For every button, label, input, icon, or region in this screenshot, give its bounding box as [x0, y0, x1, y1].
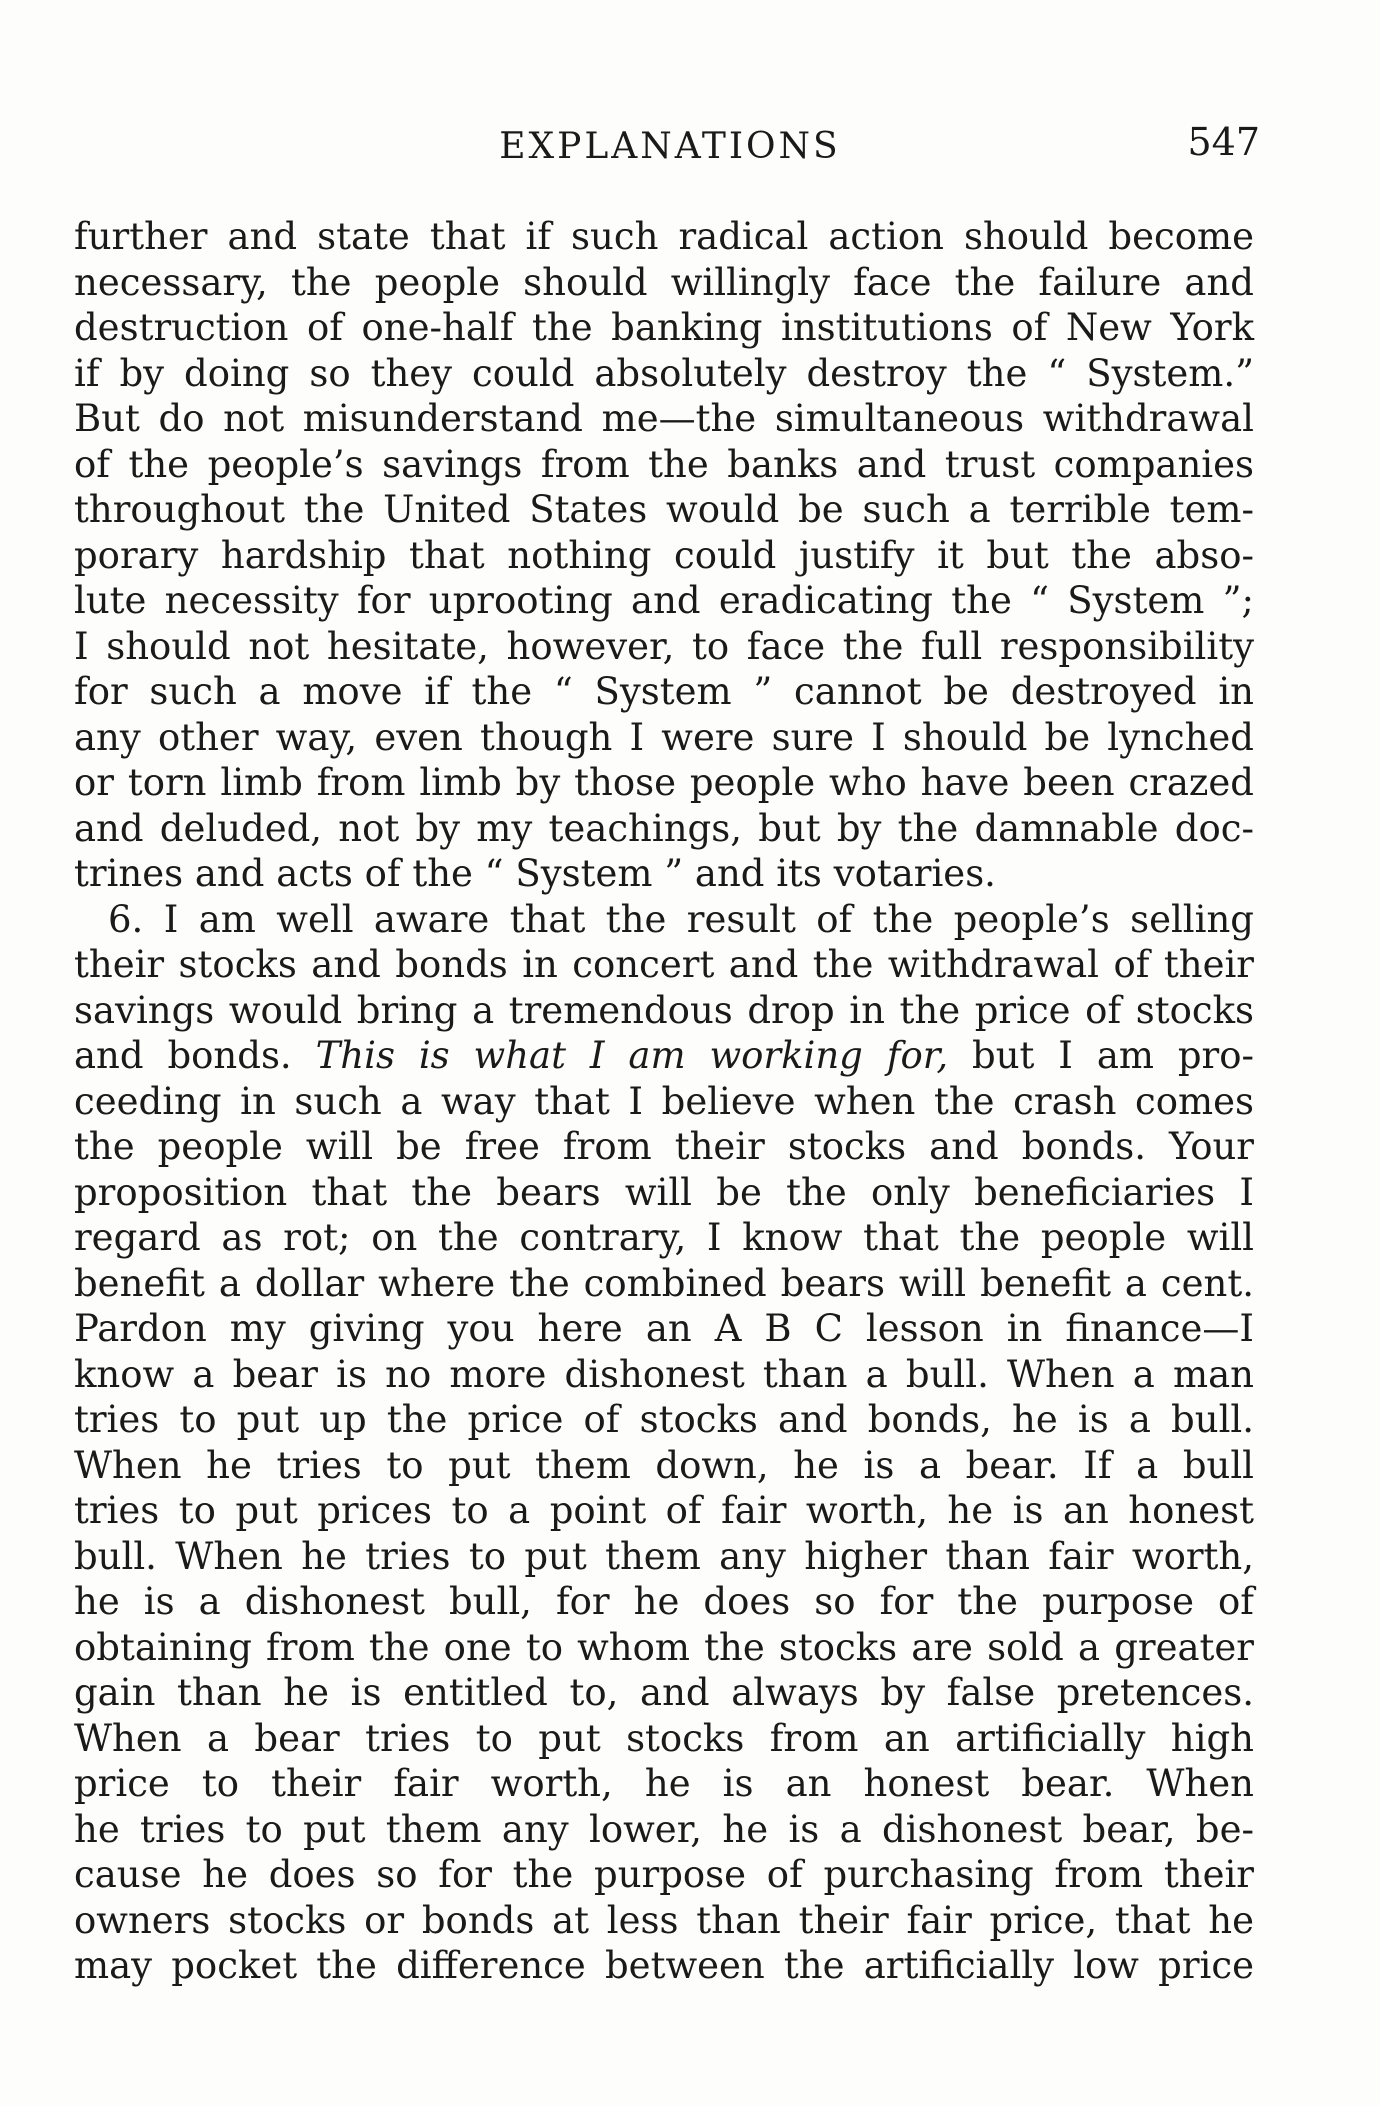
text-line: proposition that the bears will be the only beneficiaries I — [74, 1170, 1254, 1214]
text-line: may pocket the difference between the artificially low price — [74, 1944, 1254, 1987]
text-line: further and state that if such radical action should become — [74, 215, 1254, 258]
text-line: lute necessity for uprooting and eradicating the “ System ”; — [74, 579, 1254, 622]
text-line: bull. When he tries to put them any higher than fair worth, — [74, 1534, 1254, 1578]
text-line: owners stocks or bonds at less than their fair price, that he — [74, 1898, 1254, 1942]
text-line: for such a move if the “ System ” cannot be destroyed in — [74, 670, 1254, 713]
text-line: their stocks and bonds in concert and the withdrawal of their — [74, 943, 1254, 986]
text-line: price to their fair worth, he is an honest bear. When — [74, 1762, 1254, 1805]
text-line: When he tries to put them down, he is a bear. If a bull — [74, 1443, 1254, 1487]
text-line: he is a dishonest bull, for he does so for the purpose of — [74, 1580, 1254, 1623]
body-text — [74, 214, 1254, 1989]
text-line-with-italics — [74, 1033, 1254, 1079]
text-line: regard as rot; on the contrary, I know that the people will — [74, 1216, 1254, 1259]
running-header — [80, 120, 1260, 180]
text-line: any other way, even though I were sure I should be lynched — [74, 715, 1254, 759]
text-line: cause he does so for the purpose of purchasing from their — [74, 1853, 1254, 1896]
text-line: obtaining from the one to whom the stocks are sold a greater — [74, 1625, 1254, 1669]
text-line: tries to put up the price of stocks and bonds, he is a bull. — [74, 1398, 1254, 1441]
text-run: but I am pro- — [972, 1034, 1255, 1077]
text-line: benefit a dollar where the combined bears will benefit a cent. — [74, 1261, 1254, 1305]
text-line: savings would bring a tremendous drop in the price of stocks — [74, 988, 1254, 1032]
text-line: know a bear is no more dishonest than a bull. When a man — [74, 1352, 1254, 1396]
text-line: destruction of one-half the banking institutions of New York — [74, 306, 1254, 349]
text-line: throughout the United States would be such a terrible tem- — [74, 488, 1254, 531]
text-line: I should not hesitate, however, to face the full responsibility — [74, 624, 1254, 668]
text-line: tries to put prices to a point of fair worth, he is an honest — [74, 1489, 1254, 1532]
running-title: EXPLANATIONS — [499, 126, 841, 167]
text-line: porary hardship that nothing could justify it but the abso- — [74, 533, 1254, 577]
text-line: But do not misunderstand me—the simultaneous withdrawal — [74, 397, 1254, 440]
text-line: if by doing so they could absolutely destroy the “ System.” — [74, 351, 1254, 395]
text-line: Pardon my giving you here an A B C lesson in finance—I — [74, 1307, 1254, 1350]
paragraph-start-line: 6. I am well aware that the result of the people’s selling — [108, 897, 1254, 941]
text-line: When a bear tries to put stocks from an artificially high — [74, 1716, 1254, 1760]
text-line: he tries to put them any lower, he is a dishonest bear, be- — [74, 1807, 1254, 1851]
text-run: and bonds. — [74, 1034, 292, 1077]
text-line: necessary, the people should willingly face the failure and — [74, 260, 1254, 304]
text-line: gain than he is entitled to, and always by false pretences. — [74, 1671, 1254, 1714]
text-line: or torn limb from limb by those people who have been crazed — [74, 761, 1254, 804]
text-line: the people will be free from their stocks and bonds. Your — [74, 1125, 1254, 1168]
text-line: ceeding in such a way that I believe when the crash comes — [74, 1079, 1254, 1123]
text-line: and deluded, not by my teachings, but by the damnable doc- — [74, 806, 1254, 850]
text-line: of the people’s savings from the banks and trust companies — [74, 442, 1254, 486]
page-number: 547 — [1187, 120, 1260, 164]
italic-emphasis: This is what I am working for, — [315, 1034, 949, 1077]
text-line: trines and acts of the “ System ” and its votaries. — [74, 852, 996, 895]
